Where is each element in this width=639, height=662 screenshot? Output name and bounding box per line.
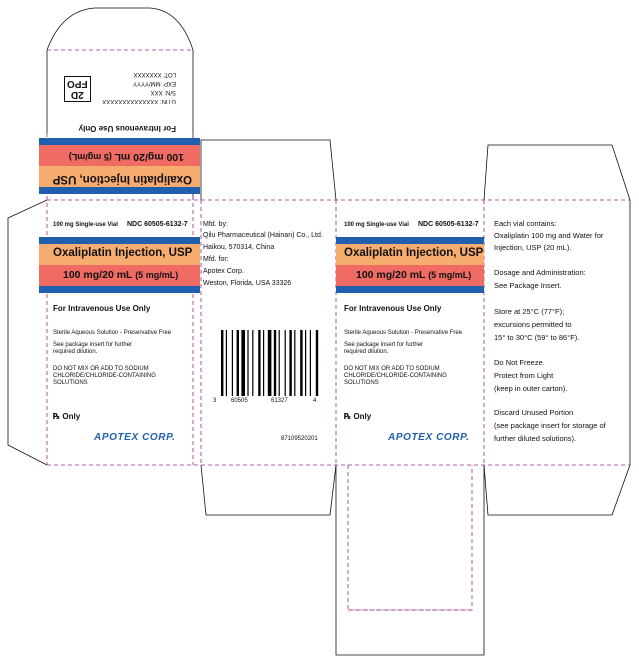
fpo-box — [64, 76, 91, 102]
rx-only: ℞ Only — [344, 412, 372, 421]
barcode-bar — [310, 330, 311, 396]
barcode-digit: 4 — [313, 398, 317, 404]
discard-heading: Discard Unused Portion — [494, 408, 574, 417]
insert-note: See package insert for further — [344, 342, 424, 348]
barcode-digit: 61327 — [271, 398, 288, 404]
light-warning: (keep in outer carton). — [494, 384, 568, 393]
barcode-bar — [294, 330, 295, 396]
warning: DO NOT MIX OR ADD TO SODIUM — [344, 366, 440, 372]
route-of-use: For Intravenous Use Only — [344, 304, 442, 313]
barcode-bar — [258, 330, 260, 396]
expiry-code: EXP: MM/YYYY — [132, 80, 176, 86]
barcode-digit: 60505 — [231, 398, 248, 404]
blue-band — [39, 286, 200, 293]
storage-text: Store at 25°C (77°F); — [494, 307, 565, 316]
barcode-bar — [285, 330, 286, 396]
dosage-text: See Package Insert. — [494, 281, 562, 290]
ndc-number: NDC 60505-6132-7 — [418, 221, 479, 228]
strength — [356, 269, 471, 281]
back-panel — [484, 200, 630, 465]
brand-logo: APOTEX CORP. — [94, 432, 176, 443]
route-of-use: For Intravenous Use Only — [78, 124, 176, 133]
warning: DO NOT MIX OR ADD TO SODIUM — [53, 366, 149, 372]
contents-text: Injection, USP (20 mL). — [494, 243, 572, 252]
route-of-use: For Intravenous Use Only — [53, 304, 151, 313]
blue-band — [336, 237, 484, 244]
manufacturer-city: Haikou, 570314, China — [203, 244, 275, 251]
barcode-bar — [221, 330, 223, 396]
fpo-line-2: FPO — [67, 78, 88, 89]
solution-type: Sterile Aqueous Solution - Preservative Free — [53, 330, 172, 336]
dosage-heading: Dosage and Administration: — [494, 268, 586, 277]
product-title: Oxaliplatin Injection, USP — [344, 247, 484, 259]
barcode-bar — [237, 330, 239, 396]
warning: SOLUTIONS — [344, 380, 379, 386]
barcode-bar — [263, 330, 264, 396]
manufacturer-name: Qilu Pharmaceutical (Hainan) Co., Ltd. — [203, 232, 323, 239]
freeze-warning: Do Not Freeze. — [494, 358, 545, 367]
insert-note: required dilution. — [344, 349, 389, 355]
warning: SOLUTIONS — [53, 380, 88, 386]
product-title: Oxaliplatin Injection, USP — [52, 173, 192, 185]
strength-value: 100 mg/20 mL — [63, 269, 133, 281]
concentration: (5 mg/mL) — [135, 270, 179, 280]
barcode-bar — [279, 330, 280, 396]
barcode-bar — [268, 330, 272, 396]
barcode-bar — [305, 330, 306, 396]
side-panel — [201, 200, 336, 465]
barcode-bar — [247, 330, 248, 396]
front-panel-flipped — [39, 116, 200, 194]
insert-note: See package insert for further — [53, 342, 133, 348]
strength-value: 100 mg/20 mL — [356, 269, 426, 281]
blue-band — [39, 138, 200, 145]
barcode-bar — [241, 330, 245, 396]
rx-only: ℞ Only — [53, 412, 81, 421]
strength — [63, 269, 178, 281]
mfd-for-label: Mfd. for: — [203, 256, 229, 263]
light-warning: Protect from Light — [494, 371, 554, 380]
blue-band — [39, 187, 200, 194]
product-title: Oxaliplatin Injection, USP — [53, 247, 193, 259]
serial-code: S/N: XXX — [150, 89, 176, 95]
contents-text: Oxaliplatin 100 mg and Water for — [494, 231, 604, 240]
vial-type: 100 mg Single-use Vial — [344, 222, 409, 228]
barcode-bar — [274, 330, 276, 396]
warning: CHLORIDE/CHLORIDE-CONTAINING — [53, 373, 156, 379]
insert-note: required dilution. — [53, 349, 98, 355]
blue-band — [39, 237, 200, 244]
concentration: (5 mg/mL) — [68, 152, 112, 162]
barcode-bar — [226, 330, 227, 396]
item-code: 87109520201 — [281, 436, 318, 442]
fpo-line-1: 2D — [70, 89, 84, 100]
front-panel-2 — [336, 200, 484, 465]
warning: CHLORIDE/CHLORIDE-CONTAINING — [344, 373, 447, 379]
barcode-bar — [252, 330, 253, 396]
distributor-city: Weston, Florida, USA 33326 — [203, 280, 292, 287]
lot-code: LOT: XXXXXXX — [133, 71, 176, 77]
barcode-bar — [316, 330, 318, 396]
barcode-bar — [232, 330, 233, 396]
strength — [69, 151, 184, 163]
barcode-digit: 3 — [213, 398, 217, 404]
ndc-number: NDC 60505-6132-7 — [127, 221, 188, 228]
storage-text: excursions permitted to — [494, 320, 572, 329]
concentration: (5 mg/mL) — [428, 270, 472, 280]
brand-logo: APOTEX CORP. — [388, 432, 470, 443]
barcode-bar — [300, 330, 302, 396]
solution-type: Sterile Aqueous Solution - Preservative Free — [344, 330, 463, 336]
barcode-bar — [289, 330, 291, 396]
discard-text: further diluted solutions). — [494, 434, 577, 443]
storage-text: 15° to 30°C (59° to 86°F). — [494, 333, 580, 342]
gtin-code: GTIN: XXXXXXXXXXXXXX — [102, 98, 176, 104]
blue-band — [336, 286, 484, 293]
discard-text: (see package insert for storage of — [494, 421, 606, 430]
vial-type: 100 mg Single-use Vial — [53, 222, 118, 228]
front-panel-1 — [47, 200, 193, 465]
distributor-name: Apotex Corp. — [203, 268, 244, 275]
contents-heading: Each vial contains: — [494, 219, 557, 228]
mfd-by-label: Mfd. by: — [203, 221, 228, 228]
strength-value: 100 mg/20 mL — [114, 151, 184, 163]
top-flap-content — [60, 58, 180, 110]
